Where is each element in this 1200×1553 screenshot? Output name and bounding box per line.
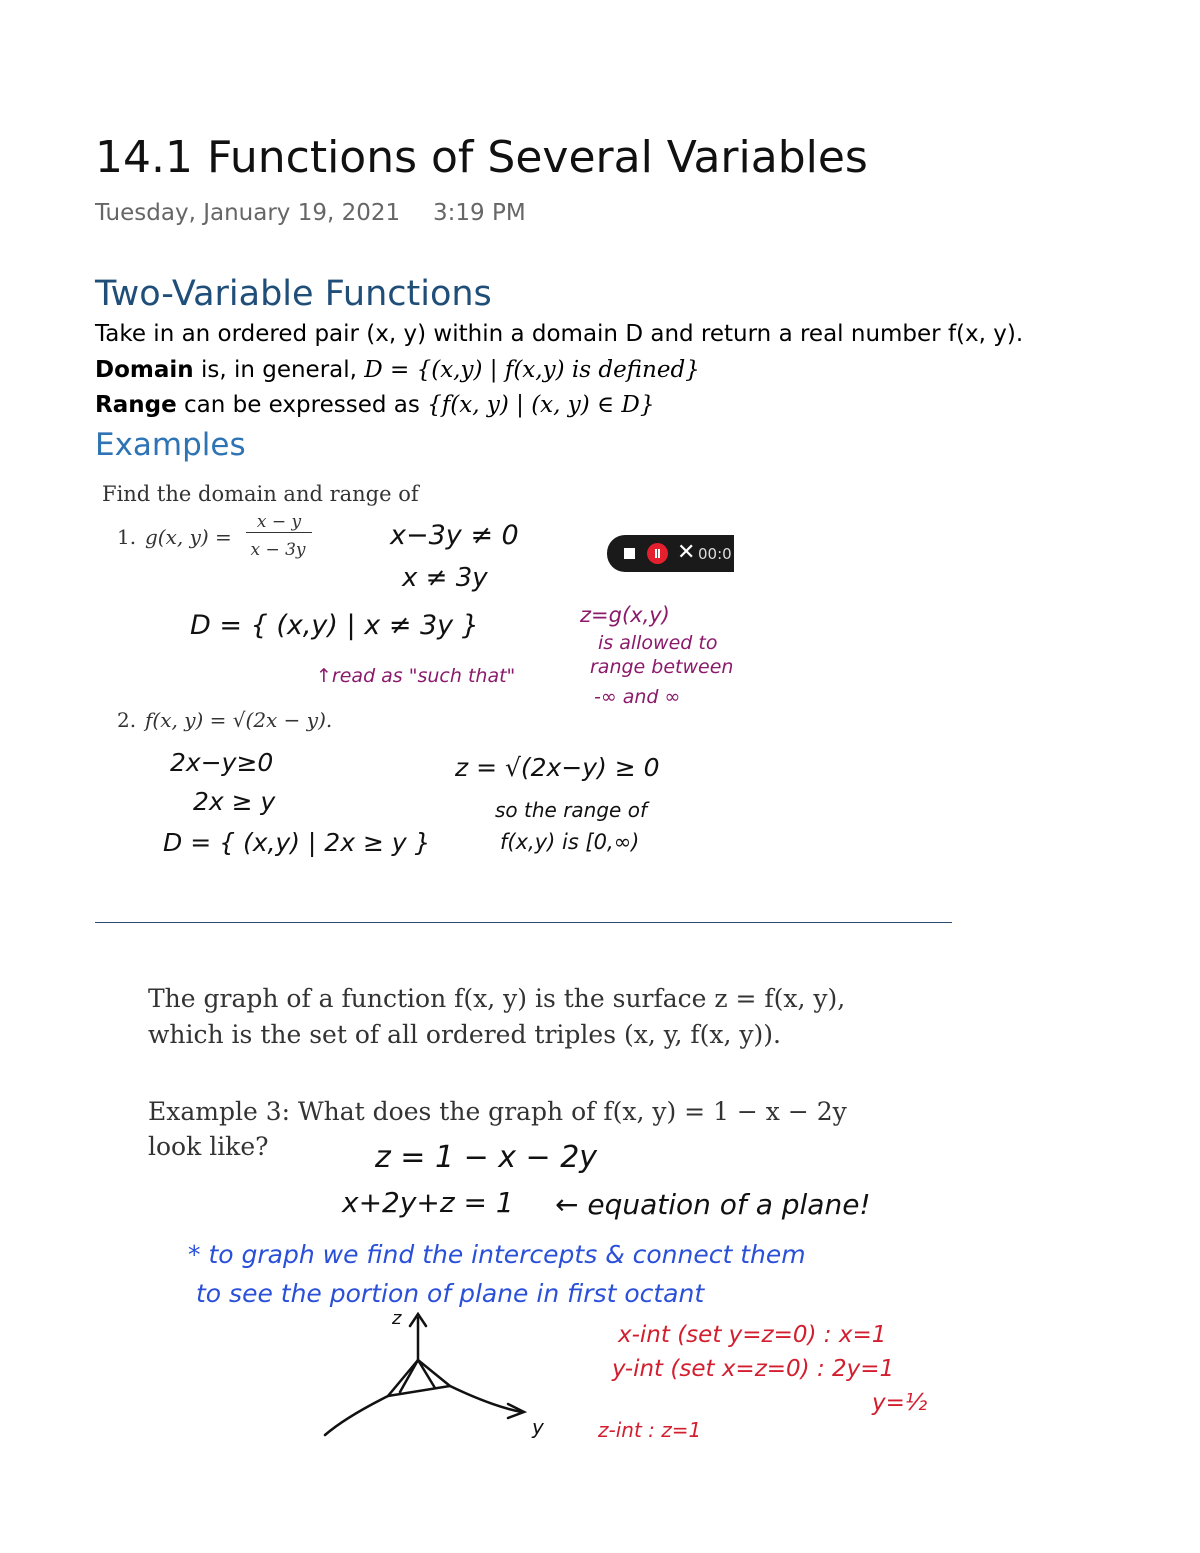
examples-prompt: Find the domain and range of [102, 482, 419, 506]
z-axis-label: z [392, 1308, 402, 1329]
screen-recorder-widget[interactable] [607, 535, 734, 572]
blue-note-line1: * to graph we find the intercepts & connect them [188, 1240, 806, 1269]
red-y-int: y-int (set x=z=0) : 2y=1 [612, 1356, 895, 1382]
ex2-function: f(x, y) = √(2x − y). [145, 708, 333, 732]
ex2-domain: D = { (x,y) | 2x ≥ y } [163, 828, 431, 857]
ex1-numerator: x − y [246, 512, 312, 533]
range-label: Range [95, 392, 177, 418]
graph-def-line2: which is the set of all ordered triples (x, y, f(x, y)). [148, 1020, 781, 1049]
close-icon[interactable]: ✕ [677, 540, 696, 565]
ex1-note: ↑read as "such that" [316, 665, 516, 687]
red-x-int: x-int (set y=z=0) : x=1 [618, 1322, 887, 1348]
ex1-side-1: z=g(x,y) [580, 603, 670, 627]
range-line [95, 392, 654, 418]
graph-def-line1: The graph of a function f(x, y) is the surface z = f(x, y), [148, 984, 846, 1013]
octant-sketch [300, 1300, 560, 1440]
stop-icon[interactable] [624, 548, 635, 559]
y-axis-line [450, 1386, 522, 1412]
ex1-label: 1. [117, 525, 137, 549]
ex2-label: 2. [117, 708, 137, 732]
ex1-domain: D = { (x,y) | x ≠ 3y } [190, 610, 479, 641]
blue-note-line2: to see the portion of plane in first octant [196, 1279, 705, 1308]
ex1-side-4: -∞ and ∞ [594, 686, 681, 708]
y-axis-label: y [532, 1415, 544, 1439]
red-y-value: y=½ [872, 1390, 928, 1416]
ex2-range2: so the range of [495, 798, 647, 822]
red-z-int: z-int : z=1 [598, 1418, 702, 1438]
ex3-work2: x+2y+z = 1 [342, 1186, 514, 1219]
ex1-side-2: is allowed to [598, 632, 718, 654]
range-text: can be expressed as [176, 392, 428, 418]
page-time: 3:19 PM [433, 200, 526, 226]
ex2-range1: z = √(2x−y) ≥ 0 [455, 753, 660, 782]
ex1-side-3: range between [590, 656, 734, 678]
section-divider [95, 922, 952, 923]
ex3-work2-note: ← equation of a plane! [555, 1188, 871, 1221]
recorder-time: 00:0 [698, 545, 732, 563]
ex3-line2: look like? [148, 1132, 269, 1161]
ex1-work2: x ≠ 3y [402, 563, 488, 593]
x-axis-line [325, 1396, 388, 1435]
ex2-work2: 2x ≥ y [193, 787, 276, 816]
range-math: {f(x, y) | (x, y) ∈ D} [427, 392, 655, 418]
ex1-denominator: x − 3y [250, 540, 306, 560]
intro-text: Take in an ordered pair (x, y) within a domain D and return a real number f(x, y). [95, 321, 1024, 347]
examples-heading: Examples [95, 427, 246, 463]
page-title: 14.1 Functions of Several Variables [95, 132, 868, 183]
domain-text: is, in general, [193, 357, 365, 383]
ex3-work1: z = 1 − x − 2y [375, 1140, 598, 1175]
section-heading: Two-Variable Functions [95, 274, 492, 314]
pause-icon[interactable] [647, 543, 668, 564]
ex1-lhs: g(x, y) = [145, 525, 232, 549]
ex3-line1: Example 3: What does the graph of f(x, y) = 1 − x − 2y [148, 1097, 847, 1126]
domain-math: D = {(x,y) | f(x,y) is defined} [364, 357, 700, 383]
ex2-work1: 2x−y≥0 [170, 748, 274, 777]
ex2-range3: f(x,y) is [0,∞) [500, 830, 640, 854]
plane-triangle [388, 1360, 450, 1396]
page-date: Tuesday, January 19, 2021 [95, 200, 401, 226]
domain-line [95, 357, 700, 383]
ex1-work1: x−3y ≠ 0 [390, 520, 519, 551]
domain-label: Domain [95, 357, 194, 383]
